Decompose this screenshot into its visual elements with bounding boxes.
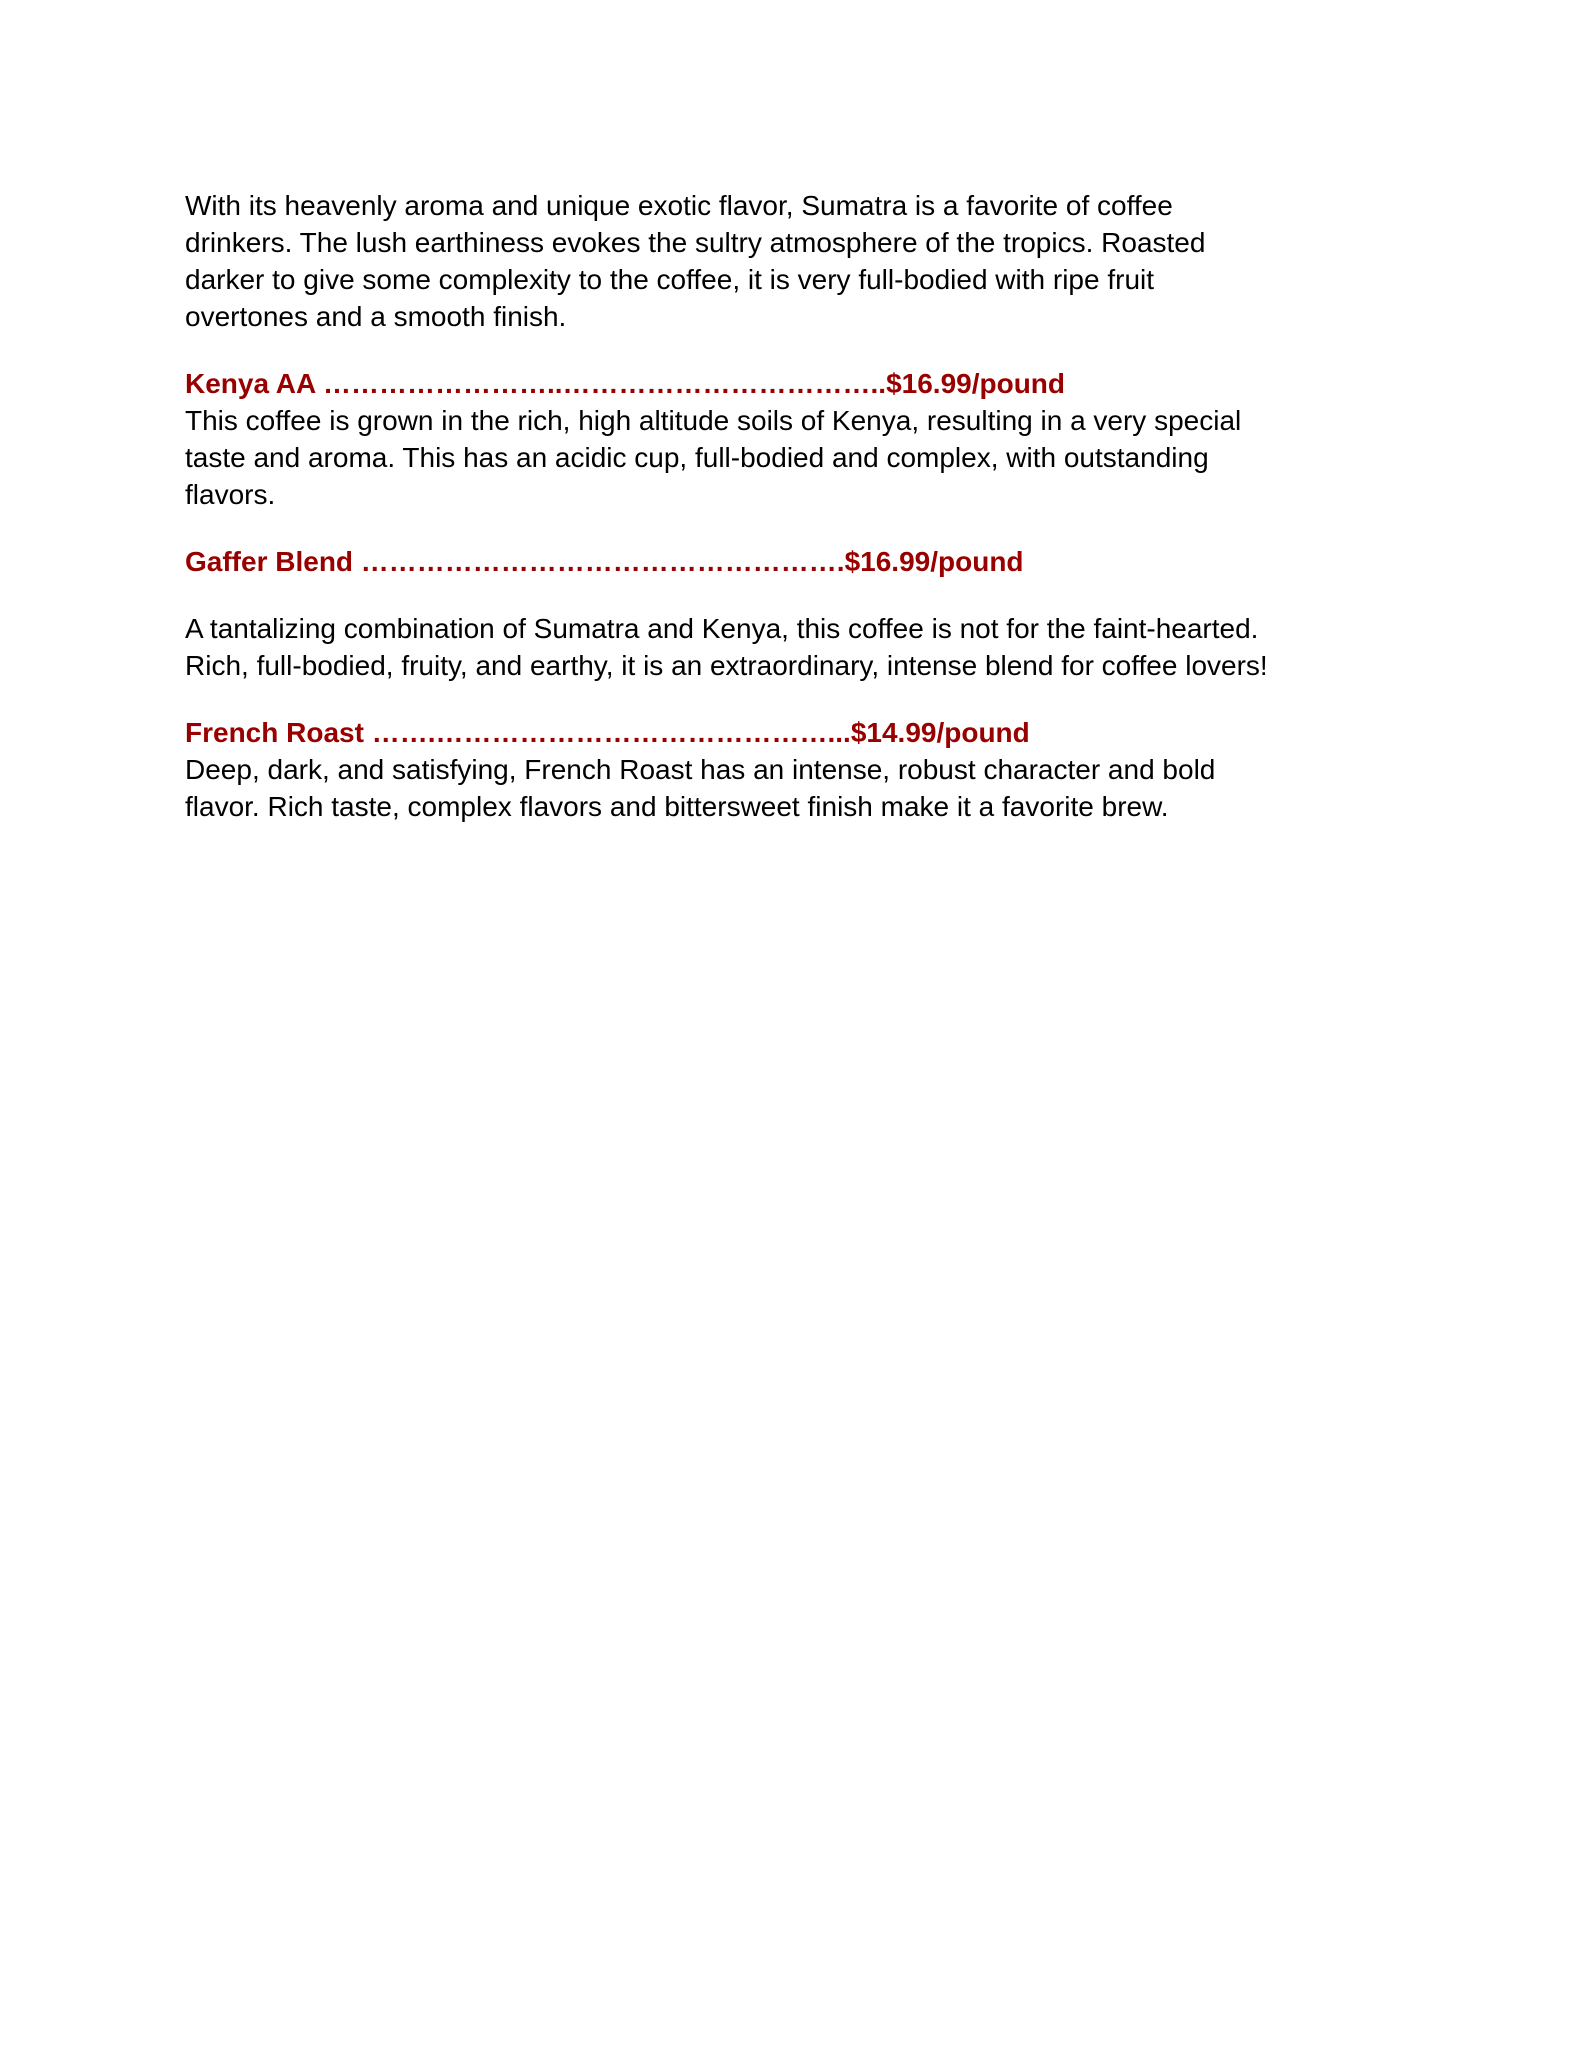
french-roast-description: Deep, dark, and satisfying, French Roast has an intense, robust character and bold flavor. Rich taste, complex flavors and bittersweet finish make it a favorite brew. xyxy=(185,754,1216,822)
kenya-aa-heading: Kenya AA ……………………..……………………………..$16.99/pound xyxy=(185,368,1066,399)
sumatra-description: With its heavenly aroma and unique exotic flavor, Sumatra is a favorite of coffee drinkers. The lush earthiness evokes the sultry atmosphere of the tropics. Roasted darker to give some complexity to the coffee, it is very full-bodied with ripe fruit overtones and a smooth finish. xyxy=(185,190,1206,332)
coffee-menu-page xyxy=(185,187,1445,825)
french-roast-heading: French Roast …….……………………………………...$14.99/pound xyxy=(185,717,1030,748)
kenya-aa-description: This coffee is grown in the rich, high altitude soils of Kenya, resulting in a very special taste and aroma. This has an acidic cup, full-bodied and complex, with outstanding flavors. xyxy=(185,405,1242,510)
gaffer-blend-heading: Gaffer Blend …………………………………………….$16.99/pound xyxy=(185,546,1024,577)
gaffer-blend-description: A tantalizing combination of Sumatra and Kenya, this coffee is not for the faint-hearted. Rich, full-bodied, fruity, and earthy, it is an extraordinary, intense blend for coffee lovers! xyxy=(185,613,1268,681)
